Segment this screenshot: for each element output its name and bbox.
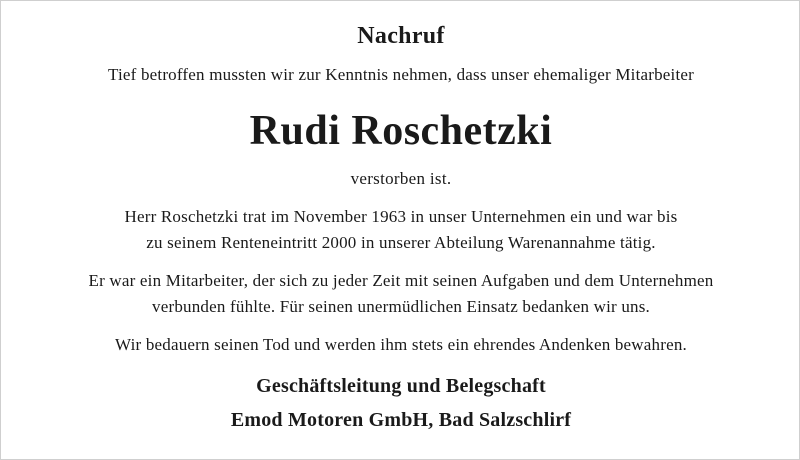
signature-group: Geschäftsleitung und Belegschaft xyxy=(256,375,546,397)
notice-heading: Nachruf xyxy=(357,23,445,49)
paragraph-employment-line-1: Herr Roschetzki trat im November 1963 in unser Unternehmen ein und war bis xyxy=(124,207,678,226)
paragraph-appreciation-line-2: verbunden fühlte. Für seinen unermüdlichen Einsatz bedanken wir uns. xyxy=(152,297,650,316)
paragraph-condolence: Wir bedauern seinen Tod und werden ihm stets ein ehrendes Andenken bewahren. xyxy=(115,335,687,354)
paragraph-appreciation-line-1: Er war ein Mitarbeiter, der sich zu jeder Zeit mit seinen Aufgaben und dem Unternehmen xyxy=(88,271,714,290)
deceased-name: Rudi Roschetzki xyxy=(249,108,553,154)
intro-text: Tief betroffen mussten wir zur Kenntnis nehmen, dass unser ehemaliger Mitarbeiter xyxy=(107,65,695,84)
signature-company: Emod Motoren GmbH, Bad Salzschlirf xyxy=(230,409,572,431)
deceased-line: verstorben ist. xyxy=(350,169,452,188)
paragraph-employment-line-2: zu seinem Renteneintritt 2000 in unserer Abteilung Warenannahme tätig. xyxy=(146,233,656,252)
